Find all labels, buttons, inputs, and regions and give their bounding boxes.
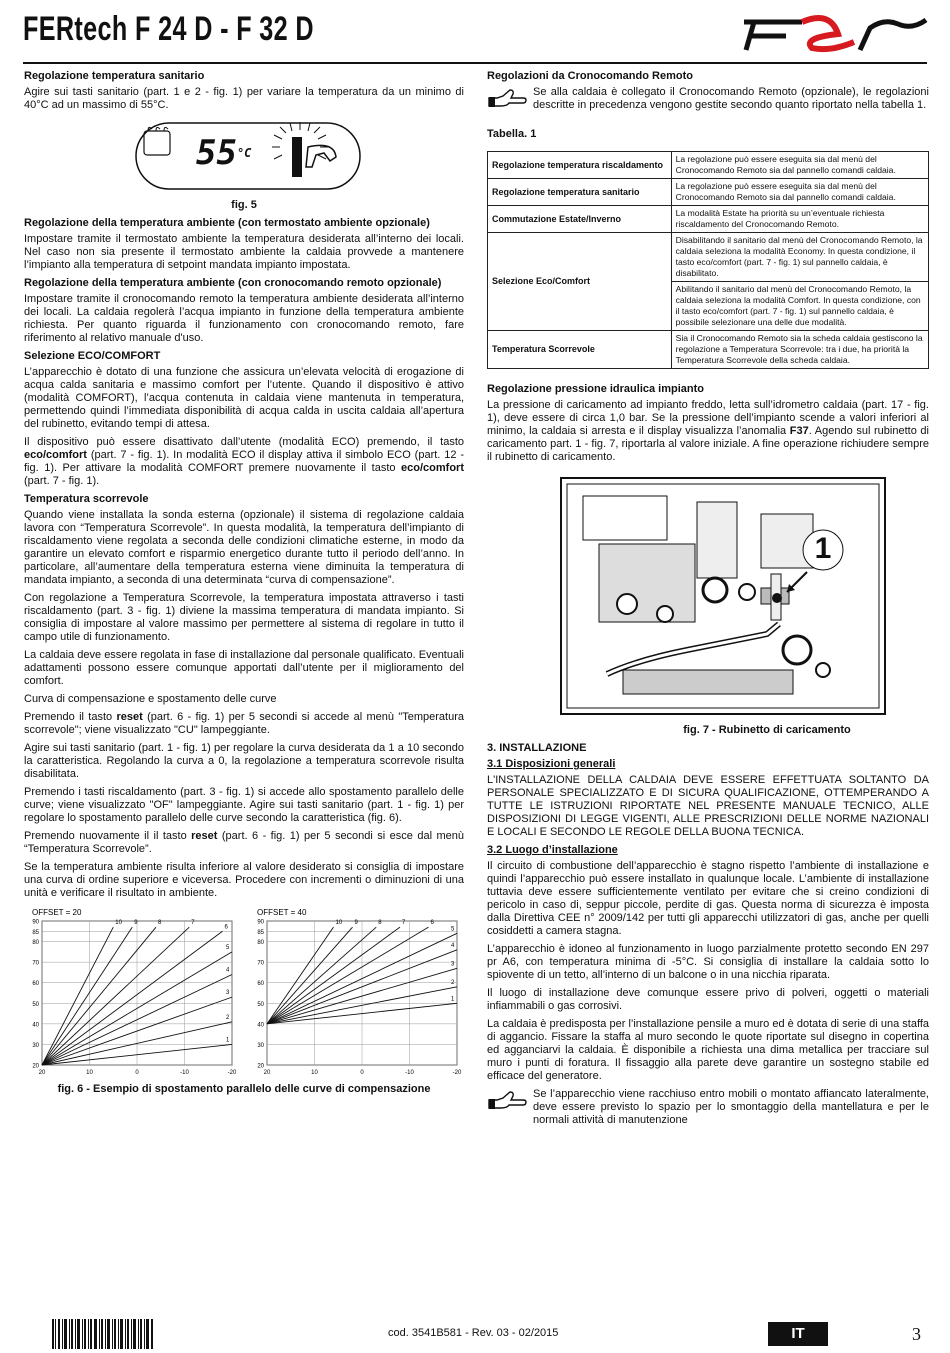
x-tick-label: 10 [86,1070,93,1076]
curve-label: 9 [354,920,358,927]
paragraph: Con regolazione a Temperatura Scorrevole, la temperatura impostata attraverso i tasti riscaldamento (part. 3 - fig. 1) diviene la massima temperatura di mandata impianto. Si consiglia di impostare al valore massimo per permettere al sistema di regolare in tutto il campo utile di funzionamento. [24,592,464,643]
y-tick-label: 80 [32,940,39,947]
table-cell-key: Regolazione temperatura sanitario [488,179,672,206]
section-title-eco-comfort: Selezione ECO/COMFORT [24,350,161,362]
paragraph: Premendo i tasti riscaldamento (part. 3 - fig. 1) si accede allo spostamento parallelo delle curve; viene visualizzato "OF" lampeggiante. Agire sui tasti sanitario (part. 1 - fig. 1) per regolare lo spostamento parallelo delle curve secondo la caratteristica (fig. 6). [24,786,464,824]
y-tick-label: 70 [257,960,264,967]
curve-label: 1 [226,1037,230,1044]
table-cell-key: Commutazione Estate/Inverno [488,206,672,233]
x-tick-label: -20 [452,1070,462,1076]
figure-5 [24,117,464,213]
x-tick-label: -20 [227,1070,237,1076]
figure-7-caption: fig. 7 - Rubinetto di caricamento [683,724,851,736]
fer-logo [742,12,928,56]
curve-label: 5 [451,926,455,933]
table-cell-value: Disabilitando il sanitario dal menù del Cronocomando Remoto, la caldaia seleziona la modalità Economy. In questa condizione, il tasto eco/comfort (part. 7 - fig. 1) sul pannello caldaia, è disabilitato. [671,233,928,282]
header-rule [23,62,927,64]
table-cell-key: Temperatura Scorrevole [488,331,672,369]
paragraph: Curva di compensazione e spostamento delle curve [24,693,277,705]
paragraph: Il circuito di combustione dell’apparecchio è stagno rispetto l’ambiente di installazione e quindi l’apparecchio può essere installato in qualunque locale. L’ambiente di installazione tuttavia deve essere sufficientemente ventilato per evitare che si creino condizioni di pericolo in caso di, seppur piccole, perdite di gas. Questa norma di sicurezza è imposta dalla Direttiva CEE n° 2009/142 per tutti gli apparecchi utilizzatori di gas, anche per quelli cosiddetti a camera stagna. [487,860,929,937]
x-tick-label: 0 [135,1070,139,1076]
curve-label: 5 [226,944,230,951]
curve-label: 10 [115,920,122,927]
paragraph: La caldaia deve essere regolata in fase di installazione dal personale qualificato. Eventuali adattamenti possono essere comunque apportati dall’utente per il miglioramento del comfort. [24,649,464,687]
y-tick-label: 30 [32,1042,39,1049]
curve-label: 2 [226,1014,230,1021]
table-cell-value: Sia il Cronocomando Remoto sia la scheda caldaia gestiscono la regolazione a Temperatura Scorrevole: tra i due, ha priorità la Temperatura Scorrevole della scheda caldaia. [671,331,928,369]
barcode [52,1319,154,1349]
section-title-luogo: 3.2 Luogo d’installazione [487,844,618,856]
paragraph: Quando viene installata la sonda esterna (opzionale) il sistema di regolazione caldaia lavora con “Temperatura Scorrevole”. In questa modalità, la temperatura dell’impianto di riscaldamento viene regolata a seconda delle condizioni climatiche esterne, in modo da garantire un elevato comfort e risparmio energetico durante tutto il periodo dell’anno. In particolare, all’aumentare della temperatura esterna viene diminuita la temperatura di mandata impianto, a seconda di una determinata “curva di compensazione”. [24,509,464,586]
figure-6-caption: fig. 6 - Esempio di spostamento parallelo delle curve di compensazione [57,1083,431,1095]
y-tick-label: 60 [257,981,264,988]
paragraph: Il luogo di installazione deve comunque essere privo di polveri, oggetti o materiali infiammabili o gas corrosivi. [487,987,929,1012]
x-tick-label: 20 [38,1070,46,1076]
paragraph: Il dispositivo può essere disattivato dall’utente (modalità ECO) premendo, il tasto eco/comfort (part. 7 - fig. 1). In modalità ECO il display attiva il simbolo ECO (part. 12 - fig. 1). Per attivare la modalità COMFORT premere nuovamente il tasto eco/comfort (part. 7 - fig. 1). [24,436,464,487]
table-row [488,233,929,282]
curve-label: 7 [402,920,406,927]
figure-6-charts [24,905,464,1083]
table-title: Tabella. 1 [487,128,537,140]
right-column [487,70,929,1127]
section-title-cronocomando: Regolazione della temperatura ambiente (con cronocomando remoto opzionale) [24,277,442,289]
display-temperature: $55^{^\circ C}$ [196,133,252,173]
paragraph: Premendo il tasto reset (part. 6 - fig. 1) per 5 secondi si accede al menù "Temperatura scorrevole"; viene visualizzato "CU" lampeggiante. [24,711,465,736]
section-title-termostato: Regolazione della temperatura ambiente (con termostato ambiente opzionale) [24,217,430,229]
paragraph: Agire sui tasti sanitario (part. 1 - fig. 1) per regolare la curva desiderata da 1 a 10 secondo la caratteristica. Regolando la curva a 0, la regolazione a temperatura scorrevole risulta disabilitata. [24,742,464,780]
y-tick-label: 30 [257,1042,264,1049]
paragraph: Impostare tramite il termostato ambiente la temperatura desiderata all’interno dei locali. Nel caso non sia presente il termostato ambiente la caldaia provvede a mantenere l’impianto alla temperatura di setpoint mandata impianto impostata. [24,233,464,271]
paragraph: Se l’apparecchio viene racchiuso entro mobili o montato affiancato lateralmente, deve essere previsto lo spazio per lo smontaggio della mantellatura e per le normali attività di manutenzione [533,1088,929,1126]
x-tick-label: -10 [180,1070,189,1076]
curve-label: 8 [378,920,382,927]
paragraph: Se la temperatura ambiente risulta inferiore al valore desiderato si consiglia di impostare una curva di ordine superiore e viceversa. Procedere con incrementi o diminuzioni di una unità e verificare il risultato in ambiente. [24,861,464,899]
compensation-chart-offset-20 [24,905,239,1083]
y-tick-label: 20 [257,1063,264,1070]
curve-label: 1 [451,996,455,1003]
curve-label: 4 [451,942,455,949]
paragraph: L'INSTALLAZIONE DELLA CALDAIA DEVE ESSERE EFFETTUATA SOLTANTO DA PERSONALE SPECIALIZZATO E DI SICURA QUALIFICAZIONE, OTTEMPERANDO A TUTTE LE ISTRUZIONI RIPORTATE NEL PRESENTE MANUALE TECNICO, ALLE DISPOSIZIONI DI LEGGE VIGENTI, ALLE PRESCRIZIONI DELLE NORME NAZIONALI E LOCALI E SECONDO LE REGOLE DELLA BUONA TECNICA. [487,774,929,838]
callout-1-label: 1 [814,532,832,565]
y-tick-label: 40 [32,1022,39,1029]
table-row [488,152,929,179]
paragraph: La caldaia è predisposta per l’installazione pensile a muro ed è dotata di serie di una staffa di aggancio. Fissare la staffa al muro secondo le quote riportate sul disegno in copertina ed agganciarvi la caldaia. È disponibile a richiesta una dima metallica per tracciare sul muro i punti di foratura. Il fissaggio alla parete deve garantire un sostegno stabile ed efficace del generatore. [487,1018,929,1082]
boiler-filling-valve-illustration [487,474,929,724]
y-tick-label: 50 [32,1001,39,1008]
pointing-hand-icon [487,1088,527,1110]
x-tick-label: 0 [360,1070,364,1076]
section-title-sanitario: Regolazione temperatura sanitario [24,70,205,82]
chart-title: OFFSET = 40 [257,908,307,917]
paragraph: Agire sui tasti sanitario (part. 1 e 2 - fig. 1) per variare la temperatura da un minimo di 40°C ad un massimo di 55°C. [24,86,464,111]
y-tick-label: 85 [257,929,264,936]
curve-label: 8 [158,920,162,927]
table-row [488,179,929,206]
table-cell-key: Selezione Eco/Comfort [488,233,672,331]
y-tick-label: 70 [32,960,39,967]
table-1 [487,151,929,369]
paragraph: La pressione di caricamento ad impianto freddo, letta sull’idrometro caldaia (part. 17 - fig. 1), deve essere di circa 1,0 bar. Se la pressione dell’impianto scende a valori inferiori al minimo, la caldaia si arresta e il display visualizza l’anomalia F37. Agendo sul rubinetto di caricamento part. 1 - fig. 7, riportarla al valore iniziale. A fine operazione richiudere sempre il rubinetto di caricamento. [487,399,929,463]
curve-label: 3 [451,961,455,968]
x-tick-label: 10 [311,1070,318,1076]
table-cell-value: Abilitando il sanitario dal menù del Cronocomando Remoto, la caldaia seleziona la modalità Comfort. In questa condizione, con il tasto eco/comfort (part. 7 - fig. 1) sul pannello caldaia, è possibile selezionare una delle due modalità. [671,282,928,331]
curve-label: 6 [430,920,434,927]
compensation-chart-offset-40 [249,905,464,1083]
figure-5-caption: fig. 5 [231,199,257,211]
curve-label: 4 [226,967,230,974]
paragraph: Se alla caldaia è collegato il Cronocomando Remoto (opzionale), le regolazioni descritte in precedenza vengono gestite secondo quanto riportato nella tabella 1. [533,86,929,111]
y-tick-label: 90 [32,919,39,926]
curve-label: 7 [191,920,195,927]
curve-label: 6 [224,924,228,931]
document-code: cod. 3541B581 - Rev. 03 - 02/2015 [388,1327,559,1339]
y-tick-label: 80 [257,940,264,947]
paragraph: Premendo nuovamente il il tasto reset (part. 6 - fig. 1) per 5 secondi si esce dal menù “Temperatura Scorrevole”. [24,830,465,855]
paragraph: L’apparecchio è idoneo al funzionamento in luogo parzialmente protetto secondo EN 297 pr A6, con temperatura minima di -5°C. Si consiglia di installare la caldaia sotto lo spiovente di un tetto, all’interno di un balcone o in una nicchia riparata. [487,943,929,981]
section-title-cronocomando-remoto: Regolazioni da Cronocomando Remoto [487,70,693,82]
y-tick-label: 50 [257,1001,264,1008]
section-title-disposizioni: 3.1 Disposizioni generali [487,758,616,770]
table-cell-value: La modalità Estate ha priorità su un’eventuale richiesta riscaldamento del Cronocomando Remoto. [671,206,928,233]
figure-7 [487,474,929,738]
note-cronocomando [487,86,929,112]
section-title-installazione: 3. INSTALLAZIONE [487,742,587,754]
y-tick-label: 85 [32,929,39,936]
y-tick-label: 60 [32,981,39,988]
curve-label: 3 [226,990,230,997]
page-number: 3 [912,1324,921,1344]
y-tick-label: 20 [32,1063,39,1070]
language-badge: IT [768,1322,828,1346]
left-column [24,70,464,1096]
curve-line [42,931,223,1065]
curve-label: 2 [451,979,455,986]
x-tick-label: -10 [405,1070,414,1076]
table-row [488,331,929,369]
paragraph: Impostare tramite il cronocomando remoto la temperatura ambiente desiderata all’interno dei locali. La caldaia regolerà l’acqua impianto in funzione della temperatura ambiente richiesta. Per quanto riguarda il funzionamento con cronocomando remoto, fare riferimento al relativo manuale d'uso. [24,293,464,344]
table-cell-key: Regolazione temperatura riscaldamento [488,152,672,179]
section-title-pressione: Regolazione pressione idraulica impianto [487,383,704,395]
section-title-temperatura-scorrevole: Temperatura scorrevole [24,493,149,505]
table-row [488,206,929,233]
x-tick-label: 20 [263,1070,271,1076]
document-title: FERtech F 24 D - F 32 D [23,10,314,48]
table-cell-value: La regolazione può essere eseguita sia dal menù del Cronocomando Remoto sia dal pannello comandi caldaia. [671,179,928,206]
curve-label: 10 [335,920,343,927]
pointing-hand-icon [487,86,527,108]
y-tick-label: 40 [257,1022,264,1029]
curve-label: 9 [134,920,138,927]
y-tick-label: 90 [257,919,264,926]
chart-title: OFFSET = 20 [32,908,82,917]
table-cell-value: La regolazione può essere eseguita sia dal menù del Cronocomando Remoto sia dal pannello comandi caldaia. [671,152,928,179]
note-installazione [487,1088,929,1127]
paragraph: L’apparecchio è dotato di una funzione che assicura un’elevata velocità di erogazione di acqua calda sanitaria e massimo comfort per l’utente. Quando il dispositivo è attivo (modalità COMFORT), l’acqua contenuta in caldaia viene mantenuta in temperatura, permettendo quindi l’immediata disponibilità di acqua calda in uscita caldaia all’apertura del rubinetto, evitando tempi di attesa. [24,366,464,430]
